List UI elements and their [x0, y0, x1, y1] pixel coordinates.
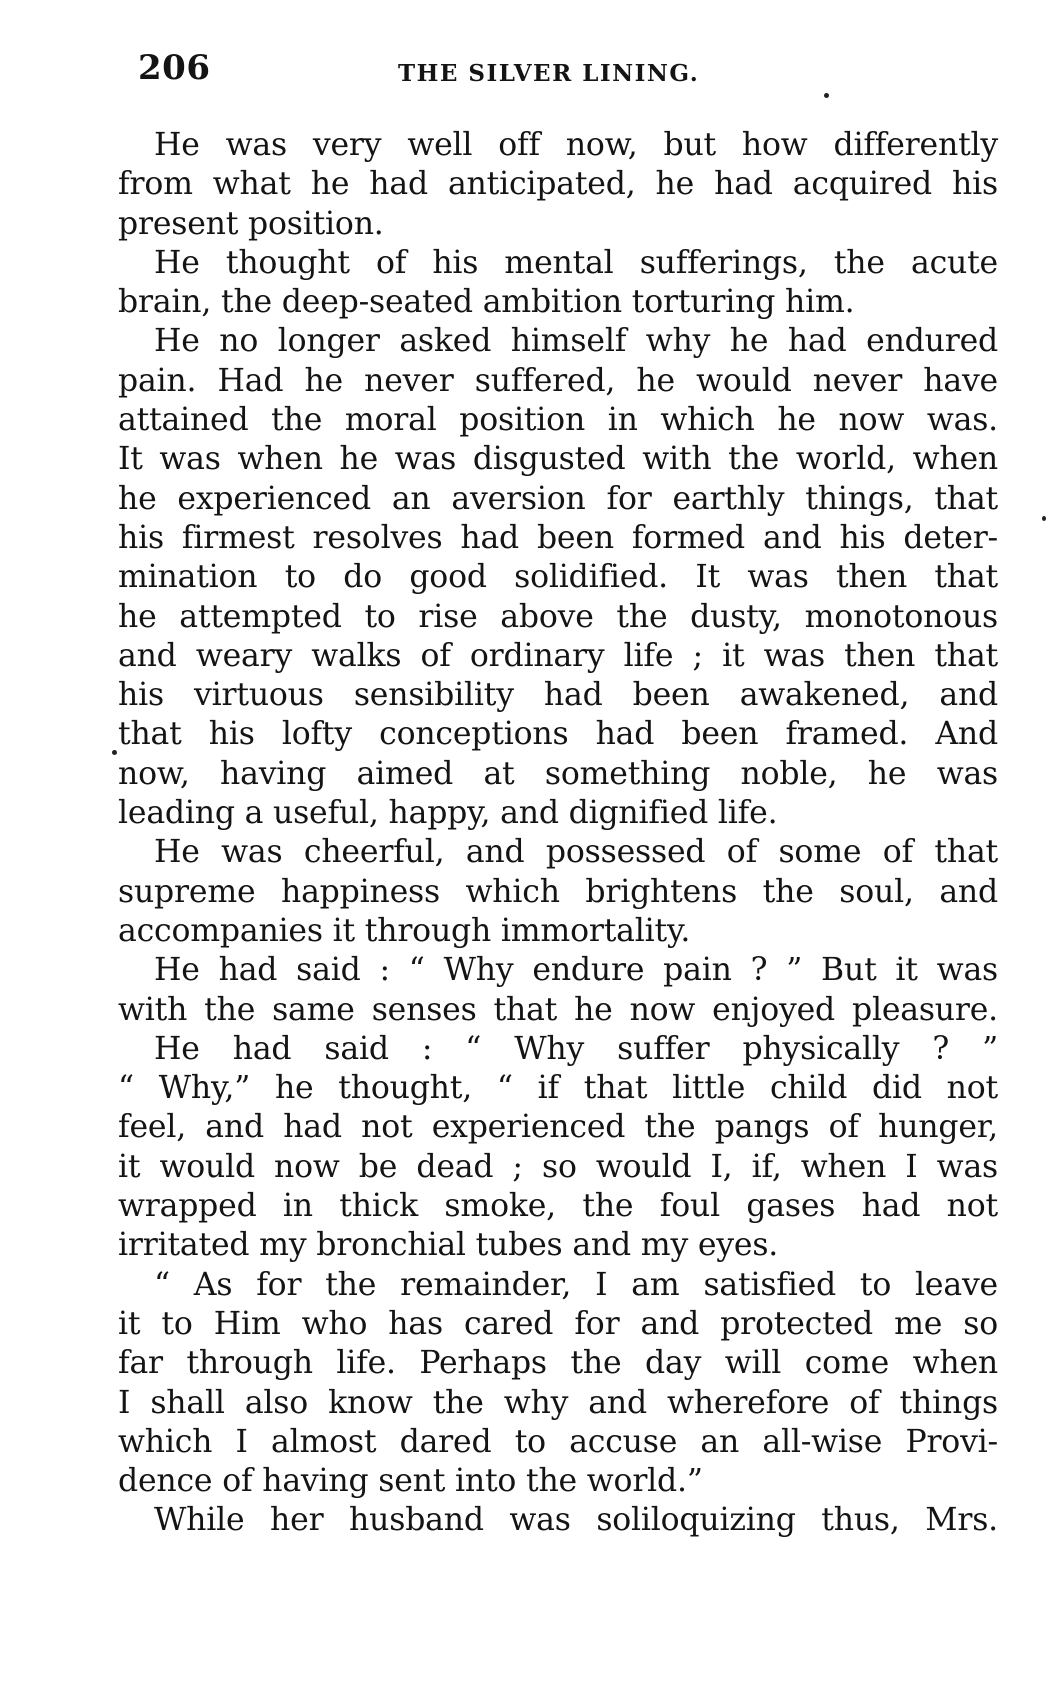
text-line: He thought of his mental sufferings, the acute: [154, 244, 998, 281]
text-line: He was very well off now, but how differently: [154, 127, 998, 163]
text-line: It was when he was disgusted with the world, when: [118, 441, 998, 478]
text-line: He had said : “ Why suffer physically ? ”: [154, 1030, 998, 1067]
text-line: While her husband was soliloquizing thus, Mrs.: [154, 1502, 998, 1539]
text-line: accompanies it through immortality.: [118, 912, 691, 949]
paragraph: [118, 244, 998, 323]
text-line: “ As for the remainder, I am satisfied to leave: [154, 1266, 998, 1303]
text-line: he experienced an aversion for earthly things, that: [118, 480, 998, 517]
paragraph: [118, 951, 998, 1030]
text-line: it would now be dead ; so would I, if, when I was: [118, 1148, 998, 1185]
page-number: 206: [138, 48, 211, 88]
text-line: “ Why,” he thought, “ if that little child did not: [118, 1070, 998, 1107]
running-head: THE SILVER LINING.: [398, 60, 700, 87]
paragraph: [118, 1030, 998, 1266]
text-line: far through life. Perhaps the day will come when: [118, 1345, 998, 1382]
text-line: irritated my bronchial tubes and my eyes.: [118, 1227, 779, 1264]
text-line: his firmest resolves had been formed and his deter-: [118, 519, 998, 556]
text-line: it to Him who has cared for and protected me so: [118, 1305, 998, 1342]
text-line: mination to do good solidified. It was then that: [118, 559, 998, 596]
text-line: He was cheerful, and possessed of some of that: [154, 834, 998, 871]
text-line: leading a useful, happy, and dignified life.: [118, 795, 778, 832]
text-line: now, having aimed at something noble, he was: [118, 755, 998, 792]
paragraph: [118, 1501, 998, 1540]
paragraph: [118, 833, 998, 951]
paragraph: [118, 126, 998, 244]
text-line: wrapped in thick smoke, the foul gases had not: [118, 1188, 998, 1225]
text-line: which I almost dared to accuse an all-wise Provi-: [118, 1423, 998, 1460]
text-line: pain. Had he never suffered, he would never have: [118, 362, 998, 399]
text-line: dence of having sent into the world.”: [118, 1463, 703, 1500]
text-line: from what he had anticipated, he had acquired his: [118, 166, 998, 203]
text-line: he attempted to rise above the dusty, monotonous: [118, 598, 998, 635]
text-line: with the same senses that he now enjoyed pleasure.: [118, 991, 998, 1028]
text-line: He had said : “ Why endure pain ? ” But it was: [154, 952, 998, 989]
text-line: I shall also know the why and wherefore of things: [118, 1384, 998, 1421]
text-line: attained the moral position in which he now was.: [118, 402, 998, 439]
text-line: present position.: [118, 205, 384, 242]
text-line: that his lofty conceptions had been framed. And: [118, 716, 998, 753]
paragraph: [118, 322, 998, 833]
paragraph: [118, 1266, 998, 1502]
scan-speck: [824, 93, 829, 98]
text-line: and weary walks of ordinary life ; it was then that: [118, 637, 998, 674]
scan-speck: [1042, 516, 1046, 521]
text-line: feel, and had not experienced the pangs of hunger,: [118, 1109, 998, 1146]
text-line: brain, the deep-seated ambition torturing him.: [118, 284, 855, 321]
text-line: He no longer asked himself why he had endured: [154, 323, 998, 360]
body-text: [118, 126, 998, 1541]
text-line: his virtuous sensibility had been awakened, and: [118, 677, 998, 714]
scan-speck: [112, 750, 117, 755]
text-line: supreme happiness which brightens the soul, and: [118, 873, 998, 910]
